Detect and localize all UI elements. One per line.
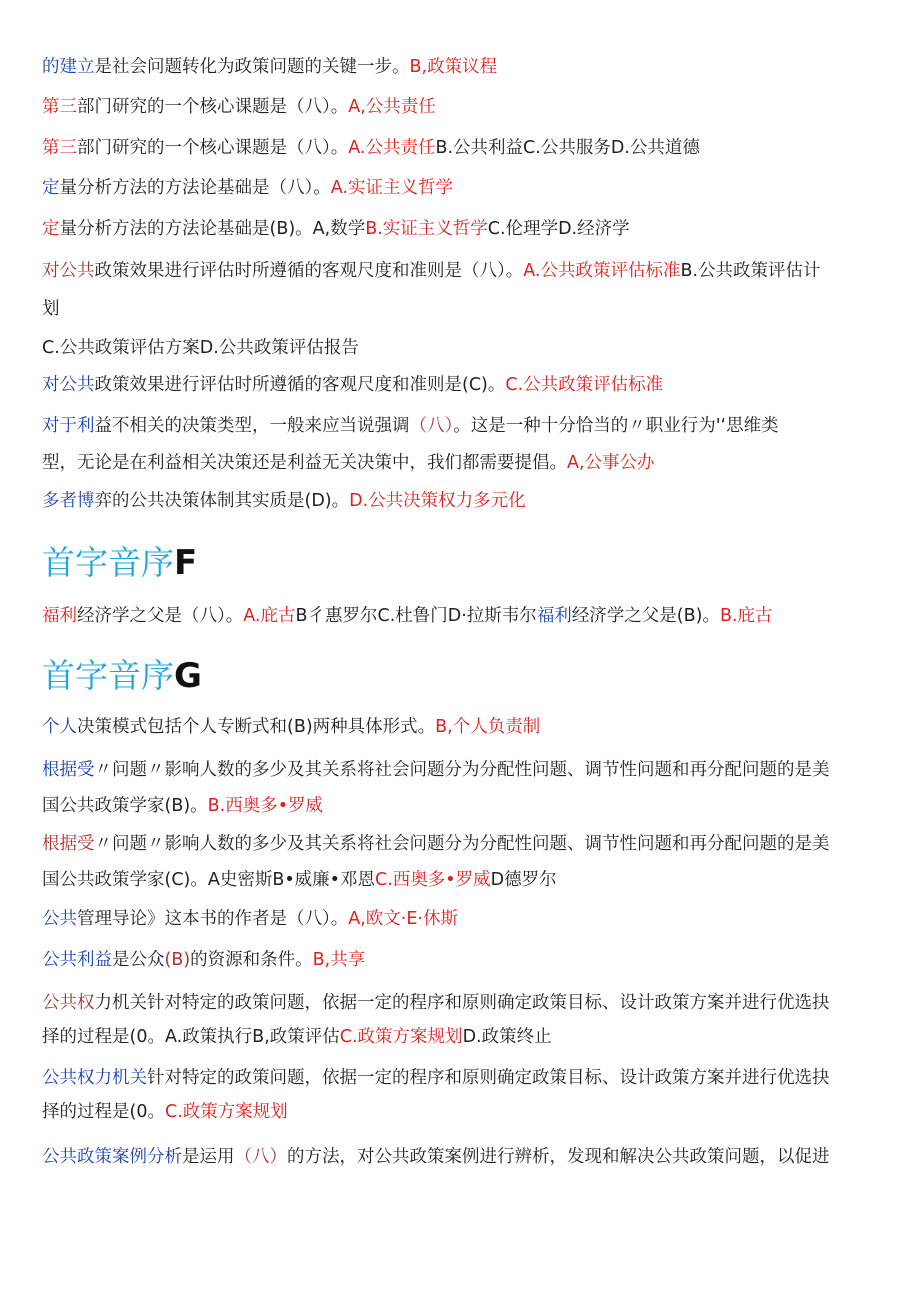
key-term: 根据受: [42, 760, 95, 780]
key-term: 公共权: [42, 993, 95, 1013]
text-line: [42, 56, 497, 78]
body-text: 量分析方法的方法论基础是(B)。A,数学: [59, 219, 366, 239]
body-text: 政策效果进行评估时所遵循的客观尺度和准则是(C)。: [94, 375, 506, 395]
text-line: [42, 949, 365, 971]
text-line: [42, 260, 821, 282]
body-text: 弈的公共决策体制其实质是(D)。: [94, 491, 350, 511]
text-line: [42, 605, 773, 627]
text-line: [42, 992, 830, 1014]
text-line: [42, 218, 630, 240]
answer-text: B,政策议程: [409, 57, 498, 77]
answer-text: A.公共政策评估标准: [523, 261, 681, 281]
body-text: B彳惠罗尔C.杜鲁门D·拉斯韦尔: [295, 606, 537, 626]
answer-text: D.公共决策权力多元化: [349, 491, 526, 511]
key-term: 公共利益: [42, 950, 112, 970]
body-text: 国公共政策学家(B)。: [42, 796, 208, 816]
body-text: D德罗尔: [490, 870, 557, 890]
body-text: 是社会问题转化为政策问题的关键一步。: [94, 57, 410, 77]
answer-text: 福利: [42, 606, 77, 626]
answer-text: B,个人负责制: [435, 717, 541, 737]
text-line: [42, 869, 557, 891]
text-line: [42, 759, 830, 781]
text-line: [42, 415, 779, 437]
body-text: 量分析方法的方法论基础是（八）。: [59, 178, 331, 198]
heading-letter: G: [174, 656, 202, 696]
key-term: 多者博: [42, 491, 95, 511]
body-text: 针对特定的政策问题，依据一定的程序和原则确定政策目标、设计政策方案并进行优选抉: [147, 1068, 830, 1088]
key-term: 对公共: [42, 375, 95, 395]
section-heading-g: [42, 656, 202, 696]
body-text: 〃问题〃影响人数的多少及其关系将社会问题分为分配性问题、调节性问题和再分配问题的是美: [94, 834, 830, 854]
answer-text: C.公共政策评估标准: [505, 375, 664, 395]
section-heading-f: [42, 543, 197, 583]
heading-letter: F: [174, 543, 198, 583]
answer-text: B.西奥多•罗威: [207, 796, 324, 816]
body-text: 政策效果进行评估时所遵循的客观尺度和准则是（八）。: [94, 261, 524, 281]
text-line: [42, 795, 323, 817]
answer-text: B,共享: [312, 950, 366, 970]
body-text: B.公共政策评估计: [680, 261, 821, 281]
text-line: [42, 298, 60, 320]
answer-text: A.公共责任: [348, 138, 436, 158]
body-text: 部门研究的一个核心课题是（八）。: [77, 138, 349, 158]
body-text: C.公共政策评估方案D.公共政策评估报告: [42, 338, 359, 358]
body-text: 的资源和条件。: [190, 950, 313, 970]
body-text: 的方法，对公共政策案例进行辨析，发现和解决公共政策问题，以促进: [287, 1147, 830, 1167]
key-term: 对于利: [42, 416, 95, 436]
answer-text: A.实证主义哲学: [330, 178, 453, 198]
text-line: [42, 177, 453, 199]
body-text: 力机关针对特定的政策问题，依据一定的程序和原则确定政策目标、设计政策方案并进行优选抉: [94, 993, 830, 1013]
text-line: [42, 908, 458, 930]
body-text: 。这是一种十分恰当的〃职业行为'‘思维类: [453, 416, 779, 436]
answer-text: A,欧文·E·休斯: [348, 909, 458, 929]
body-text: 国公共政策学家(C)。A史密斯B•威廉•邓恩: [42, 870, 375, 890]
key-term: 定: [42, 178, 60, 198]
body-text: 〃问题〃影响人数的多少及其关系将社会问题分为分配性问题、调节性问题和再分配问题的是美: [94, 760, 830, 780]
heading-text: 首字音序: [42, 543, 174, 582]
key-term: 根据受: [42, 834, 95, 854]
heading-text: 首字音序: [42, 656, 174, 695]
answer-text: B.庇古: [719, 606, 773, 626]
key-term: (B): [164, 950, 191, 970]
body-text: B.公共利益C.公共服务D.公共道德: [435, 138, 700, 158]
body-text: 经济学之父是（八）。: [77, 606, 244, 626]
text-line: [42, 1067, 830, 1089]
key-term: 对公共: [42, 261, 95, 281]
body-text: 经济学之父是(B)。: [571, 606, 720, 626]
text-line: [42, 452, 655, 474]
key-term: 公共: [42, 909, 77, 929]
body-text: 划: [42, 299, 60, 319]
answer-text: A,公共责任: [348, 97, 436, 117]
body-text: 决策模式包括个人专断式和(B)两种具体形式。: [77, 717, 436, 737]
text-line: [42, 1026, 552, 1048]
body-text: 管理导论》这本书的作者是（八）。: [77, 909, 349, 929]
text-line: [42, 1101, 288, 1123]
text-line: [42, 716, 540, 738]
answer-text: A,公事公办: [567, 453, 655, 473]
text-line: [42, 337, 359, 359]
key-term: 公共权力机关: [42, 1068, 147, 1088]
text-line: [42, 490, 526, 512]
text-line: [42, 96, 436, 118]
body-text: 是公众: [112, 950, 165, 970]
body-text: 择的过程是(0。A.政策执行B,政策评估: [42, 1027, 340, 1047]
answer-text: C.政策方案规划: [164, 1102, 288, 1122]
answer-text: A.庇古: [243, 606, 296, 626]
text-line: [42, 833, 830, 855]
key-term: 的建立: [42, 57, 95, 77]
key-term: 福利: [536, 606, 572, 626]
body-text: 型，无论是在利益相关决策还是利益无关决策中，我们都需要提倡。: [42, 453, 567, 473]
body-text: C.伦理学D.经济学: [487, 219, 630, 239]
answer-text: 第三: [42, 97, 77, 117]
key-term: 个人: [42, 717, 77, 737]
answer-text: C.政策方案规划: [339, 1027, 463, 1047]
key-term: （八）: [409, 416, 454, 436]
body-text: 择的过程是(0。: [42, 1102, 165, 1122]
key-term: 公共政策案例分析: [42, 1147, 182, 1167]
key-term: （八）: [234, 1147, 287, 1167]
answer-text: C.西奥多•罗威: [375, 870, 491, 890]
answer-text: B.实证主义哲学: [365, 219, 488, 239]
text-line: [42, 1146, 830, 1168]
text-line: [42, 374, 663, 396]
text-line: [42, 137, 700, 159]
answer-text: 定: [42, 219, 60, 239]
body-text: 益不相关的决策类型，一般来应当说强调: [94, 416, 410, 436]
body-text: 部门研究的一个核心课题是（八）。: [77, 97, 349, 117]
answer-text: 第三: [42, 138, 77, 158]
body-text: 是运用: [182, 1147, 235, 1167]
body-text: D.政策终止: [462, 1027, 552, 1047]
